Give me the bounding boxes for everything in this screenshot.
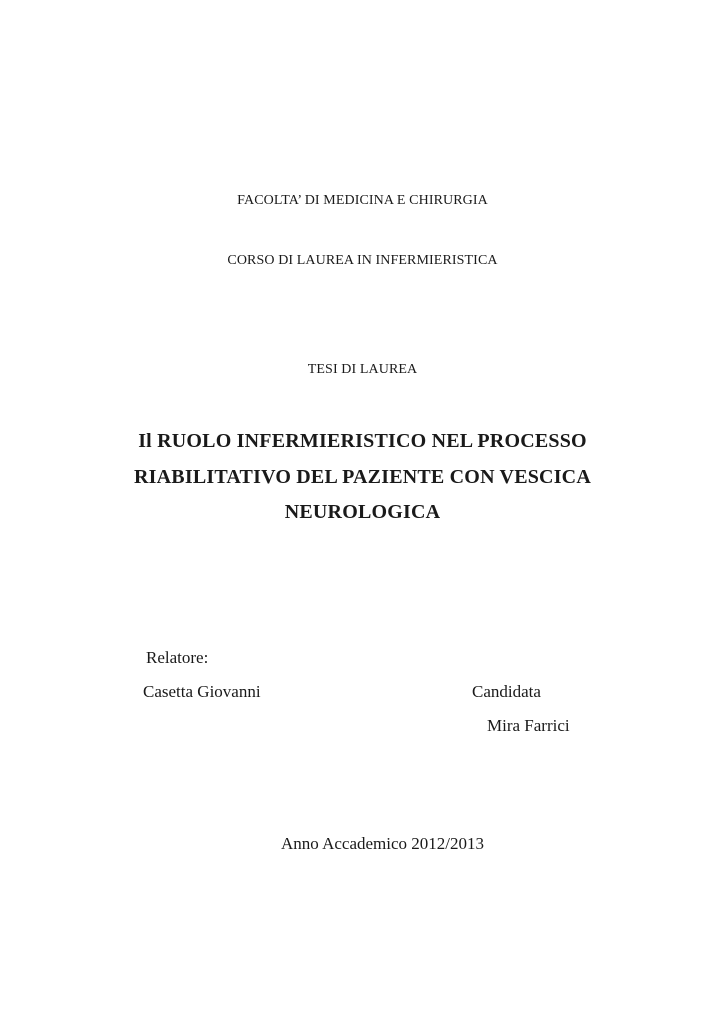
thesis-title-line-2: RIABILITATIVO DEL PAZIENTE CON VESCICA: [134, 466, 591, 488]
thesis-title-line-1: Il RUOLO INFERMIERISTICO NEL PROCESSO: [138, 430, 587, 452]
supervisor-label: Relatore:: [146, 648, 209, 667]
candidate-name: Mira Farrici: [487, 716, 570, 735]
faculty-heading: FACOLTA’ DI MEDICINA E CHIRURGIA: [237, 193, 488, 208]
academic-year: Anno Accademico 2012/2013: [281, 834, 485, 853]
candidate-label: Candidata: [472, 682, 541, 701]
course-heading: CORSO DI LAUREA IN INFERMIERISTICA: [227, 253, 498, 268]
supervisor-name: Casetta Giovanni: [143, 682, 261, 701]
thesis-type-heading: TESI DI LAUREA: [307, 362, 418, 377]
thesis-title-line-3: NEUROLOGICA: [284, 501, 441, 523]
